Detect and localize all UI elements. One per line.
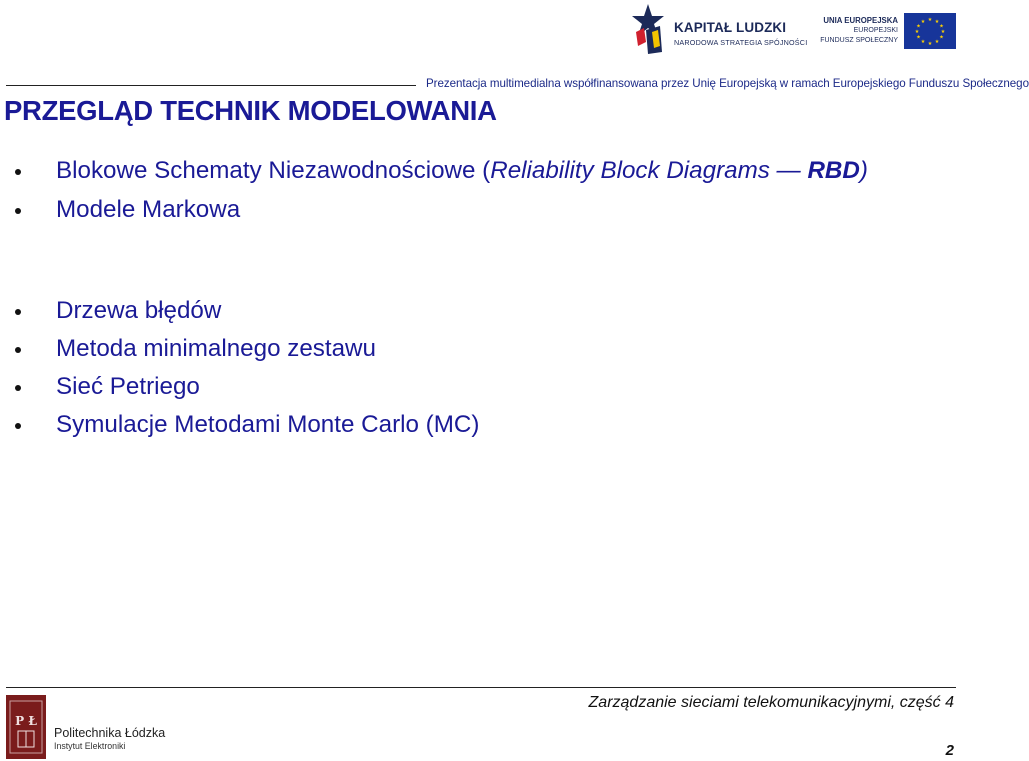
bullet-dot-icon bbox=[15, 385, 21, 391]
bullet-dot-icon bbox=[15, 208, 21, 214]
kapital-ludzki-logo bbox=[630, 2, 808, 56]
eu-flag-icon bbox=[904, 13, 956, 49]
kapital-ludzki-title: KAPITAŁ LUDZKI bbox=[674, 20, 787, 35]
eu-logo-text bbox=[820, 16, 898, 46]
slide-title: PRZEGLĄD TECHNIK MODELOWANIA bbox=[4, 95, 497, 126]
university-name: Politechnika Łódzka bbox=[54, 726, 166, 740]
bullet-text: Drzewa błędów bbox=[56, 297, 222, 324]
page-number: 2 bbox=[945, 742, 954, 759]
svg-text:★: ★ bbox=[939, 34, 944, 41]
bullet-text-italic: Reliability Block Diagrams — bbox=[490, 157, 808, 184]
svg-text:★: ★ bbox=[927, 41, 933, 47]
svg-text:★: ★ bbox=[916, 23, 921, 30]
svg-text:★: ★ bbox=[927, 17, 933, 23]
institute-name: Instytut Elektroniki bbox=[54, 741, 126, 751]
eu-logo bbox=[808, 12, 956, 52]
bullet-text: Symulacje Metodami Monte Carlo (MC) bbox=[56, 411, 480, 438]
svg-text:★: ★ bbox=[914, 29, 920, 35]
eu-logo-line1: UNIA EUROPEJSKA bbox=[823, 16, 898, 25]
bullet-text bbox=[56, 157, 868, 185]
bullet-text-close: ) bbox=[859, 157, 868, 184]
footer-divider bbox=[6, 687, 956, 688]
svg-text:★: ★ bbox=[934, 19, 940, 25]
bullet-dot-icon bbox=[15, 169, 21, 175]
svg-text:★: ★ bbox=[934, 39, 940, 45]
bullet-text-bold-italic: RBD bbox=[807, 157, 860, 184]
svg-text:★: ★ bbox=[939, 23, 944, 30]
bullet-text-plain: Blokowe Schematy Niezawodnościowe ( bbox=[56, 157, 491, 184]
cofinancing-strap: Prezentacja multimedialna współfinansowana przez Unię Europejską w ramach Europejskiego Funduszu Społecznego bbox=[426, 77, 1029, 90]
bullet-dot-icon bbox=[15, 423, 21, 429]
svg-text:★: ★ bbox=[920, 19, 926, 25]
svg-text:P Ł: P Ł bbox=[15, 714, 37, 728]
svg-text:★: ★ bbox=[920, 39, 926, 45]
kapital-ludzki-emblem-icon bbox=[630, 2, 666, 56]
bullet-text: Sieć Petriego bbox=[56, 373, 200, 400]
bullet-text: Modele Markowa bbox=[56, 196, 241, 223]
bullet-dot-icon bbox=[15, 309, 21, 315]
eu-logo-line3: FUNDUSZ SPOŁECZNY bbox=[820, 37, 898, 44]
course-title: Zarządzanie sieciami telekomunikacyjnymi, część 4 bbox=[588, 694, 954, 711]
politechnika-emblem-icon bbox=[6, 695, 46, 759]
politechnika-lodzka-logo bbox=[6, 695, 166, 759]
svg-text:★: ★ bbox=[940, 29, 946, 35]
header-divider bbox=[6, 85, 416, 86]
eu-logo-line2: EUROPEJSKI bbox=[853, 27, 898, 34]
bullet-dot-icon bbox=[15, 347, 21, 353]
kapital-ludzki-subtitle: NARODOWA STRATEGIA SPÓJNOŚCI bbox=[674, 38, 808, 47]
svg-text:★: ★ bbox=[916, 34, 921, 41]
bullet-text: Metoda minimalnego zestawu bbox=[56, 335, 376, 362]
